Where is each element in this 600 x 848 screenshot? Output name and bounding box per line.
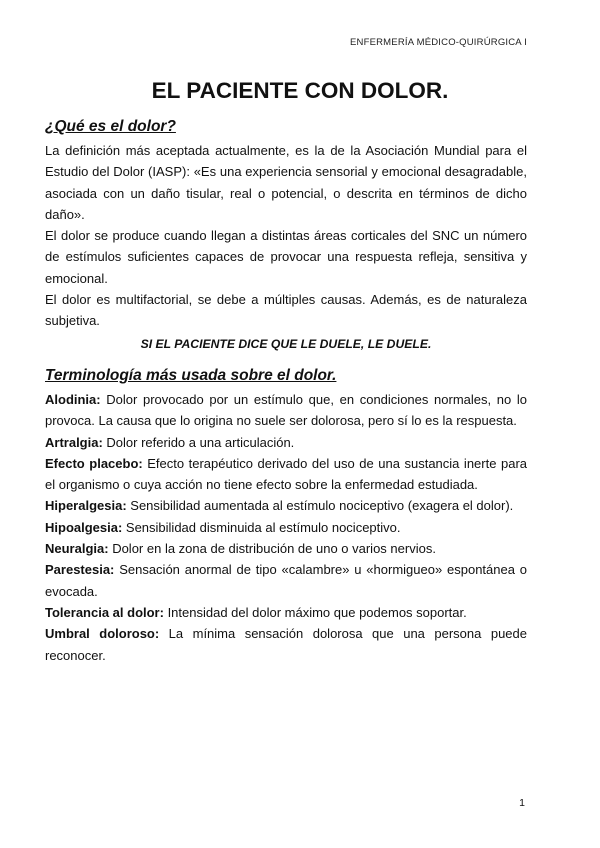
term-alodinia [45,389,527,432]
term-neuralgia [45,538,527,559]
term-name: Tolerancia al dolor: [45,604,164,620]
paragraph-definition: La definición más aceptada actualmente, es la de la Asociación Mundial para el Estudio del Dolor (IASP): «Es una experiencia sensorial y emocional desagradable, asociada con un daño tisular, real o potencial, o descrita en términos de dicho daño». [45,143,527,222]
term-name: Artralgia: [45,434,103,450]
term-efecto-placebo [45,453,527,496]
term-definition: Sensibilidad disminuida al estímulo nociceptivo. [122,519,401,535]
section-heading-terminology [45,365,527,387]
term-artralgia [45,432,527,453]
section-heading-what-is-pain [45,116,527,138]
term-hiperalgesia [45,495,527,516]
term-definition: Sensibilidad aumentada al estímulo nociceptivo (exagera el dolor). [126,498,514,514]
term-definition: Dolor provocado por un estímulo que, en condiciones normales, no lo provoca. La causa que lo origina no suele ser dolorosa, pero sí lo es la respuesta. [45,391,527,429]
document-body [45,116,527,666]
term-name: Umbral doloroso: [45,626,160,642]
running-header: ENFERMERÍA MÉDICO-QUIRÚRGICA I [349,37,527,48]
page-number: 1 [519,797,525,809]
term-hipoalgesia [45,517,527,538]
term-tolerancia-al-dolor [45,602,527,623]
term-name: Efecto placebo: [45,455,143,471]
term-name: Hiperalgesia: [45,498,127,514]
term-definition: La mínima sensación dolorosa que una persona puede reconocer. [45,626,527,663]
section-heading-text: Terminología más usada sobre el dolor. [45,366,337,384]
term-definition: Dolor referido a una articulación. [102,434,295,450]
term-name: Neuralgia: [45,541,109,557]
term-definition: Efecto terapéutico derivado del uso de una sustancia inerte para el organismo o cuya acción no tiene efecto sobre la enfermedad estudiada. [45,455,527,493]
section-heading-text: ¿Qué es el dolor? [45,118,176,135]
term-definition: Dolor en la zona de distribución de uno o varios nervios. [108,541,436,557]
term-definition: Intensidad del dolor máximo que podemos soportar. [163,604,467,620]
paragraph-multifactorial: El dolor es multifactorial, se debe a múltiples causas. Además, es de naturaleza subjetiva. [45,292,527,329]
term-name: Hipoalgesia: [45,519,123,535]
term-name: Alodinia: [45,391,101,407]
term-parestesia [45,559,527,602]
term-name: Parestesia: [45,562,115,578]
motto: SI EL PACIENTE DICE QUE LE DUELE, LE DUELE. [140,336,432,351]
term-umbral-doloroso [45,623,527,666]
term-definition: Sensación anormal de tipo «calambre» u «hormigueo» espontánea o evocada. [45,562,527,599]
page-title: EL PACIENTE CON DOLOR. [151,78,449,103]
paragraph-production: El dolor se produce cuando llegan a distintas áreas corticales del SNC un número de estímulos suficientes capaces de provocar una respuesta refleja, sensitiva y emocional. [45,228,527,286]
